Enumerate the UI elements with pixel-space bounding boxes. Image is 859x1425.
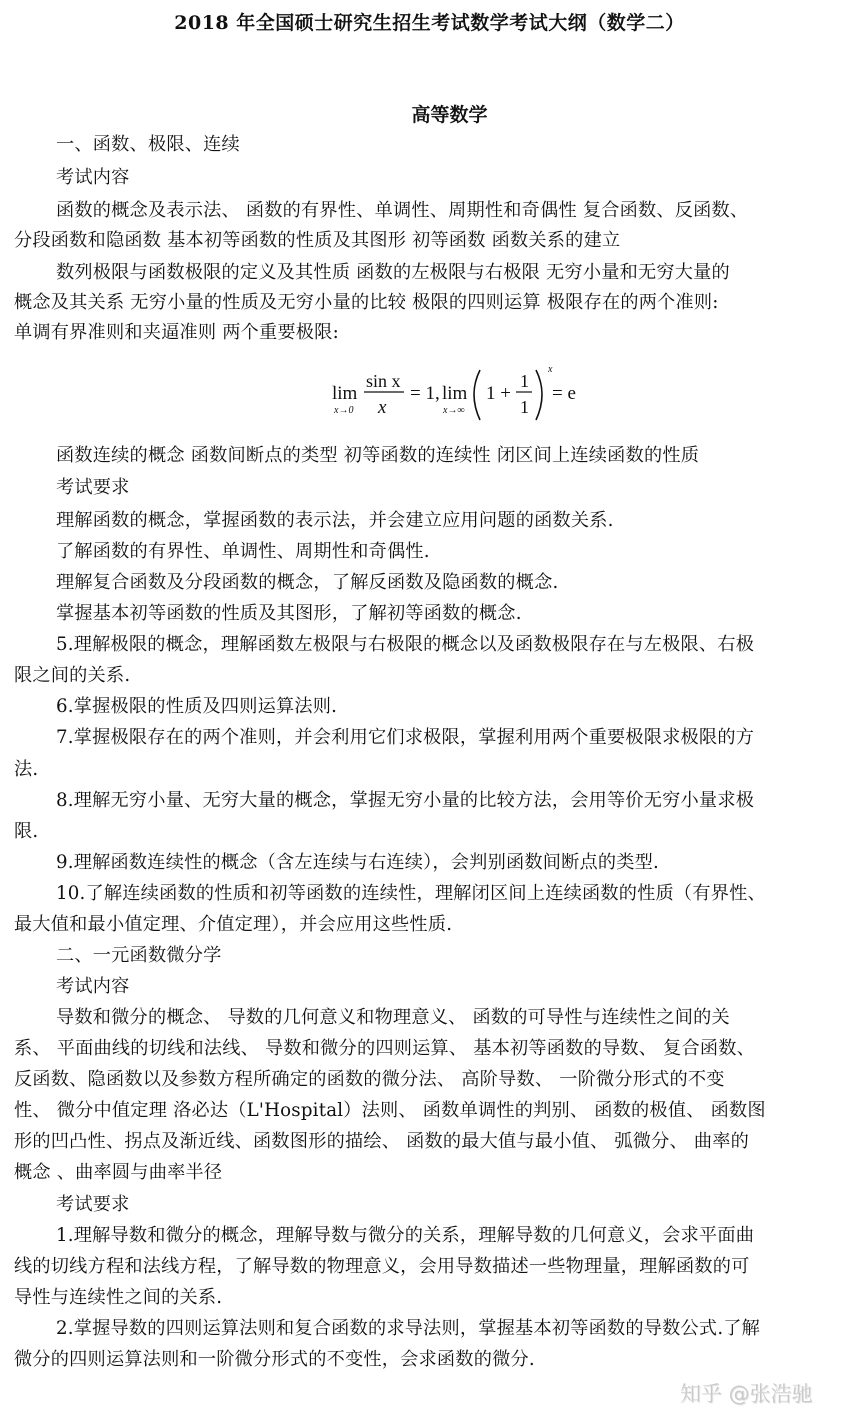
requirement-line: 7.掌握极限存在的两个准则，并会利用它们求极限，掌握利用两个重要极限求极限的方: [56, 727, 755, 748]
requirement-line: 1.理解导数和微分的概念，理解导数与微分的关系，理解导数的几何意义，会求平面曲: [56, 1225, 755, 1246]
requirement-line: 2.掌握导数的四则运算法则和复合函数的求导法则，掌握基本初等函数的导数公式.了解: [56, 1318, 761, 1339]
paragraph-line: 概念 、曲率圆与曲率半径: [14, 1162, 223, 1183]
paragraph-line: 系、 平面曲线的切线和法线、 导数和微分的四则运算、 基本初等函数的导数、 复合函数、: [14, 1038, 756, 1059]
svg-text:x→0: x→0: [334, 405, 354, 416]
requirement-line: 微分的四则运算法则和一阶微分形式的不变性，会求函数的微分.: [14, 1349, 535, 1370]
svg-text:x: x: [548, 364, 553, 375]
zhihu-watermark: 知乎 @张浩驰: [680, 1382, 813, 1406]
requirement-line: 5.理解极限的概念，理解函数左极限与右极限的概念以及函数极限存在与左极限、右极: [56, 634, 755, 655]
requirement-line: 6.掌握极限的性质及四则运算法则.: [56, 696, 338, 717]
paragraph-line: 概念及其关系 无穷小量的性质及无穷小量的比较 极限的四则运算 极限存在的两个准则:: [14, 292, 719, 313]
important-limits-formula: [330, 358, 590, 428]
content-label: 考试内容: [56, 167, 130, 188]
requirements-label: 考试要求: [56, 1194, 130, 1215]
requirement-line: 限.: [14, 821, 39, 842]
paragraph-line: 性、 微分中值定理 洛必达（L'Hospital）法则、 函数单调性的判别、 函数的极值、 函数图: [14, 1100, 766, 1121]
requirement-line: 10.了解连续函数的性质和初等函数的连续性，理解闭区间上连续函数的性质（有界性、: [56, 883, 766, 904]
requirement-line: 最大值和最小值定理、介值定理），并会应用这些性质.: [14, 914, 453, 935]
requirement-line: 理解函数的概念，掌握函数的表示法，并会建立应用问题的函数关系.: [56, 510, 614, 531]
requirement-line: 理解复合函数及分段函数的概念，了解反函数及隐函数的概念.: [56, 572, 559, 593]
svg-text:1: 1: [520, 371, 529, 391]
svg-text:1 +: 1 +: [486, 383, 511, 404]
requirements-label: 考试要求: [56, 477, 130, 498]
svg-text:x→∞: x→∞: [443, 405, 465, 416]
paragraph-line: 函数连续的概念 函数间断点的类型 初等函数的连续性 闭区间上连续函数的性质: [56, 445, 700, 466]
paragraph-line: 分段函数和隐函数 基本初等函数的性质及其图形 初等函数 函数关系的建立: [14, 230, 621, 251]
section-title: 高等数学: [411, 104, 488, 126]
content-label: 考试内容: [56, 976, 130, 997]
svg-text:= e: = e: [552, 383, 576, 404]
requirement-line: 限之间的关系.: [14, 665, 131, 686]
svg-text:1: 1: [520, 397, 529, 417]
requirement-line: 了解函数的有界性、单调性、周期性和奇偶性.: [56, 541, 430, 562]
document-title: 2018 年全国硕士研究生招生考试数学考试大纲（数学二）: [174, 12, 685, 34]
paragraph-line: 导数和微分的概念、 导数的几何意义和物理意义、 函数的可导性与连续性之间的关: [56, 1007, 730, 1028]
paragraph-line: 反函数、隐函数以及参数方程所确定的函数的微分法、 高阶导数、 一阶微分形式的不变: [14, 1069, 725, 1090]
paragraph-line: 函数的概念及表示法、 函数的有界性、单调性、周期性和奇偶性 复合函数、反函数、: [56, 200, 749, 221]
svg-text:x: x: [378, 397, 387, 418]
chapter-heading: 一、函数、极限、连续: [56, 134, 240, 155]
svg-text:lim: lim: [332, 383, 358, 404]
svg-text:= 1,: = 1,: [410, 383, 440, 404]
paragraph-line: 数列极限与函数极限的定义及其性质 函数的左极限与右极限 无穷小量和无穷大量的: [56, 262, 730, 283]
requirement-line: 8.理解无穷小量、无穷大量的概念，掌握无穷小量的比较方法，会用等价无穷小量求极: [56, 790, 755, 811]
requirement-line: 9.理解函数连续性的概念（含左连续与右连续），会判别函数间断点的类型.: [56, 852, 660, 873]
paragraph-line: 形的凹凸性、拐点及渐近线、函数图形的描绘、 函数的最大值与最小值、 弧微分、 曲率的: [14, 1131, 750, 1152]
formula-graphic: [330, 358, 590, 428]
requirement-line: 线的切线方程和法线方程，了解导数的物理意义，会用导数描述一些物理量，理解函数的可: [14, 1256, 750, 1277]
requirement-line: 掌握基本初等函数的性质及其图形，了解初等函数的概念.: [56, 603, 522, 624]
svg-text:sin x: sin x: [366, 371, 401, 391]
svg-text:lim: lim: [442, 383, 468, 404]
requirement-line: 法.: [14, 759, 39, 780]
chapter-heading: 二、一元函数微分学: [56, 945, 222, 966]
requirement-line: 导性与连续性之间的关系.: [14, 1287, 223, 1308]
paragraph-line: 单调有界准则和夹逼准则 两个重要极限:: [14, 322, 339, 343]
